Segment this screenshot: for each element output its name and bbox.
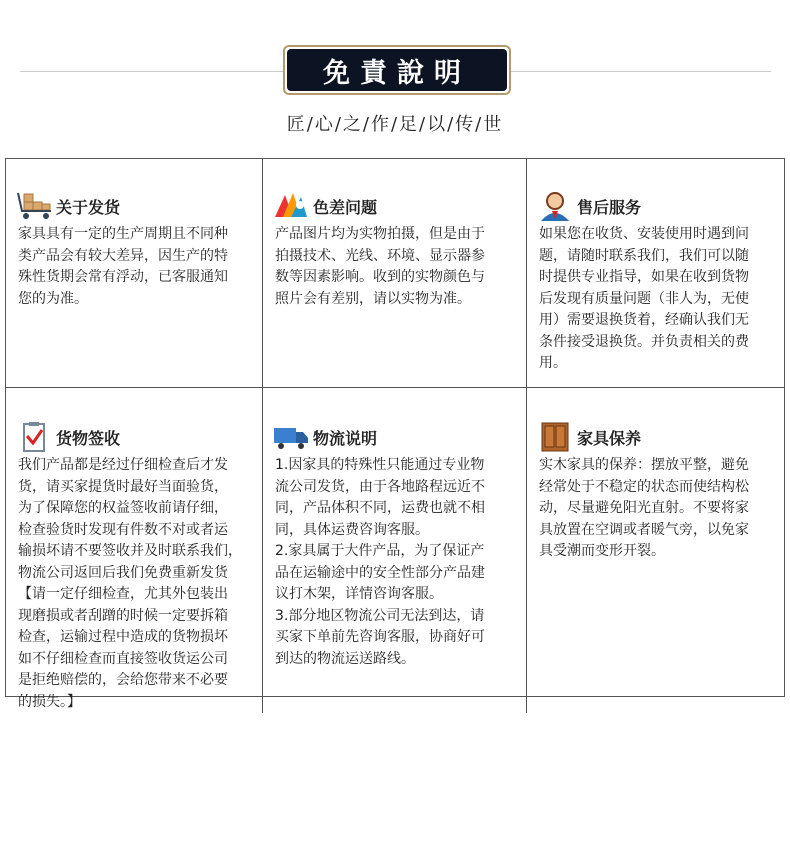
cell-title-text: 家具保养 <box>577 428 642 448</box>
text-line: 题，请随时联系我们，我们可以随 <box>539 247 749 264</box>
text-line: 如不仔细检查而直接签收货运公司 <box>18 650 228 667</box>
text-line: 的损失。】 <box>18 693 81 710</box>
text-line: 我们产品都是经过仔细检查后才发 <box>18 457 228 473</box>
info-cell <box>6 388 263 713</box>
delivery-truck-icon <box>273 422 309 452</box>
cell-title <box>273 420 526 454</box>
text-line: 具受潮而变形开裂。 <box>539 543 665 559</box>
text-line: 您的为准。 <box>18 290 88 307</box>
text-line: 品在运输途中的安全性部分产品建 <box>275 564 485 581</box>
text-line: 物流公司返回后我们免费重新发货 <box>18 564 228 581</box>
text-line: 现磨损或者刮蹭的时候一定要拆箱 <box>18 607 228 624</box>
info-cell <box>263 388 527 713</box>
text-line: 检查验货时发现有件数不对或者运 <box>18 521 228 538</box>
wooden-cabinet-icon <box>537 422 573 452</box>
text-line: 如果您在收货、安装使用时遇到问 <box>539 226 749 242</box>
cell-title-text: 货物签收 <box>56 428 121 448</box>
divider-left <box>20 71 283 72</box>
info-cell <box>6 159 263 388</box>
text-line: 产品图片均为实物拍摄，但是由于 <box>275 226 485 242</box>
cell-body <box>539 224 784 375</box>
divider-right <box>511 71 771 72</box>
cell-title <box>537 420 784 454</box>
text-line: 殊性货期会常有浮动，已客服通知 <box>18 269 228 285</box>
info-cell <box>263 159 527 388</box>
text-line: 买家下单前先咨询客服，协商好可 <box>275 629 485 645</box>
customer-service-icon <box>537 191 573 221</box>
text-line: 数等因素影响。收到的实物颜色与 <box>275 269 485 285</box>
text-line: 类产品会有较大差异，因生产的特 <box>18 247 228 264</box>
text-line: 货，请买家提货时最好当面验货， <box>18 478 228 495</box>
text-line: 拍摄技术、光线、环境、显示器参 <box>275 247 485 264</box>
text-line: 【请一定仔细检查，尤其外包装出 <box>18 586 228 602</box>
cart-boxes-icon <box>16 191 52 221</box>
text-line: 检查，运输过程中造成的货物损坏 <box>18 629 228 645</box>
text-line: 同，具体运费咨询客服。 <box>275 521 429 538</box>
cell-title <box>537 189 784 223</box>
text-line: 到达的物流运送路线。 <box>275 650 415 667</box>
text-line: 为了保障您的权益签收前请仔细， <box>18 500 228 516</box>
cell-body <box>18 224 262 310</box>
info-grid <box>5 158 785 710</box>
motto: 匠/心/之/作/足/以/传/世 <box>286 114 504 135</box>
cell-body <box>539 455 784 563</box>
text-line: 1.因家具的特殊性只能通过专业物 <box>275 457 485 473</box>
text-line: 输损坏请不要签收并及时联系我们， <box>18 543 242 559</box>
text-line: 动，尽量避免阳光直射。不要将家 <box>539 500 749 516</box>
cell-body <box>18 455 262 713</box>
text-line: 具放置在空调或者暖气旁，以免家 <box>539 521 749 538</box>
text-line: 3.部分地区物流公司无法到达，请 <box>275 607 485 624</box>
cell-body <box>275 224 526 310</box>
text-line: 家具具有一定的生产周期且不同种 <box>18 226 228 242</box>
text-line: 照片会有差别，请以实物为准。 <box>275 290 471 307</box>
title-banner <box>283 45 511 95</box>
cell-title-text: 物流说明 <box>313 428 378 448</box>
text-line: 时提供专业指导，如果在收到货物 <box>539 269 749 285</box>
info-cell <box>527 159 784 388</box>
info-cell <box>527 388 784 713</box>
text-line: 实木家具的保养：摆放平整，避免 <box>539 457 749 473</box>
checklist-icon <box>16 422 52 452</box>
text-line: 用。 <box>539 355 567 371</box>
text-line: 是拒绝赔偿的，会给您带来不必要 <box>18 672 228 688</box>
cell-title-text: 售后服务 <box>577 197 642 217</box>
text-line: 流公司发货，由于各地路程远近不 <box>275 478 485 495</box>
color-palette-icon <box>273 191 309 221</box>
cell-title <box>16 420 262 454</box>
cell-title-text: 色差问题 <box>313 197 378 217</box>
text-line: 后发现有质量问题（非人为，无使 <box>539 290 749 307</box>
text-line: 同，产品体积不同，运费也就不相 <box>275 500 485 516</box>
text-line: 议打木架，详情咨询客服。 <box>275 586 443 602</box>
page-title: 免責說明 <box>287 49 507 91</box>
cell-title-text: 关于发货 <box>56 197 121 217</box>
cell-title <box>16 189 262 223</box>
text-line: 2.家具属于大件产品，为了保证产 <box>275 543 485 559</box>
text-line: 条件接受退换货。并负责相关的费 <box>539 333 749 350</box>
cell-body <box>275 455 526 670</box>
text-line: 用）需要退换货着，经确认我们无 <box>539 312 749 328</box>
text-line: 经常处于不稳定的状态而使结构松 <box>539 478 749 495</box>
cell-title <box>273 189 526 223</box>
